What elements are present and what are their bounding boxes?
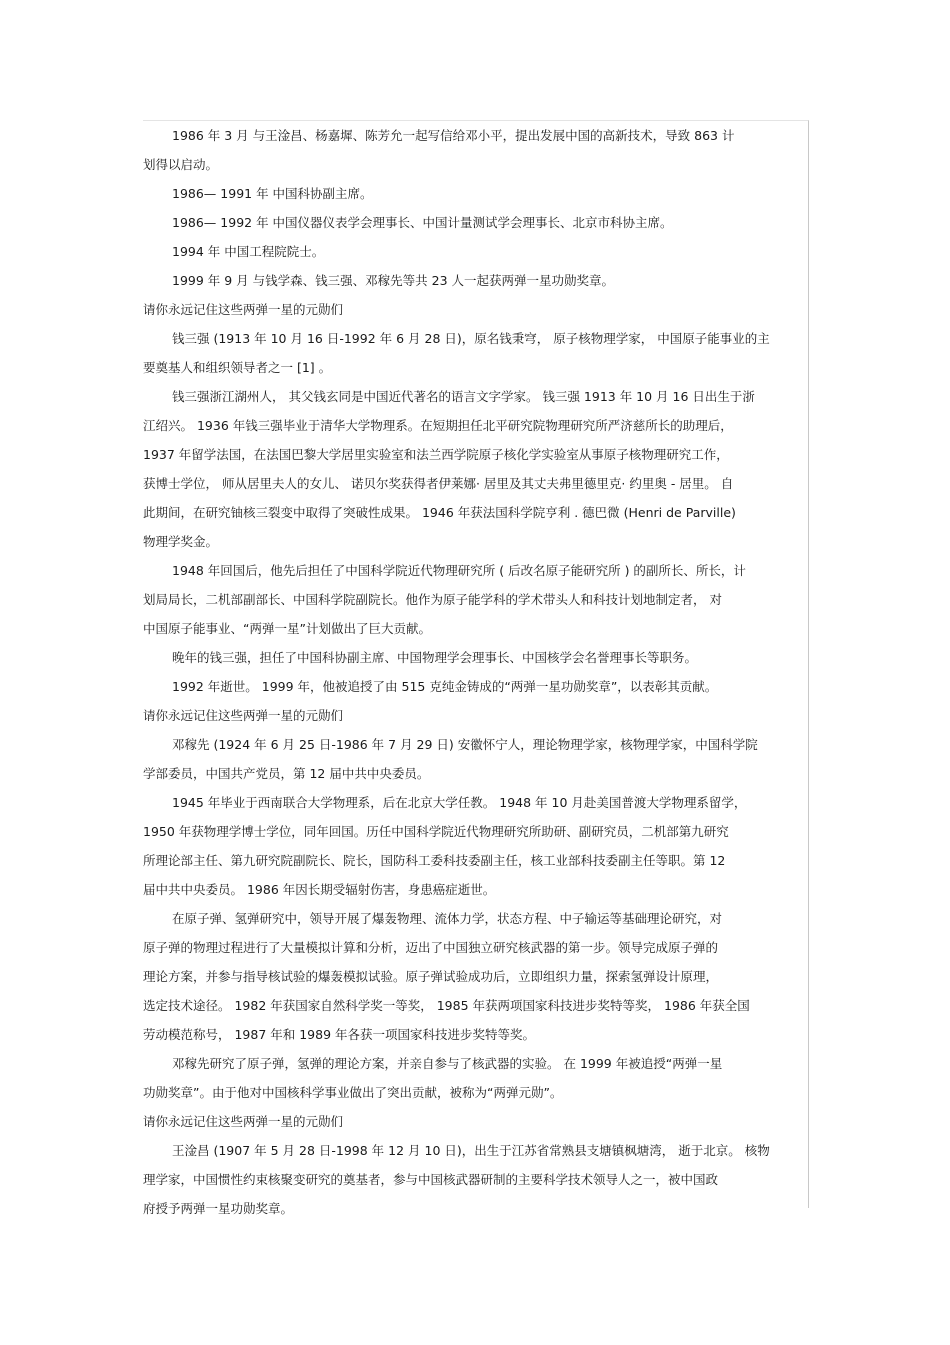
text-line: 1937 年留学法国，在法国巴黎大学居里实验室和法兰西学院原子核化学实验室从事原子核物理研究工作，	[143, 447, 729, 462]
text-line: 1986 年 3 月 与王淦昌、杨嘉墀、陈芳允一起写信给邓小平，提出发展中国的高新技术，导致 863 计	[172, 128, 735, 143]
text-line: 江绍兴。 1936 年钱三强毕业于清华大学物理系。在短期担任北平研究院物理研究所严济慈所长的助理后，	[143, 418, 733, 433]
text-line: 功勋奖章”。由于他对中国核科学事业做出了突出贡献，被称为“两弹元勋”。	[143, 1085, 563, 1100]
text-line: 选定技术途径。 1982 年获国家自然科学奖一等奖， 1985 年获两项国家科技进步奖特等奖， 1986 年获全国	[143, 998, 750, 1013]
text-line: 钱三强 (1913 年 10 月 16 日-1992 年 6 月 28 日)，原名钱秉穹， 原子核物理学家， 中国原子能事业的主	[172, 331, 770, 346]
text-line: 1950 年获物理学博士学位，同年回国。历任中国科学院近代物理研究所助研、副研究员，二机部第九研究	[143, 824, 729, 839]
text-line: 所理论部主任、第九研究院副院长、院长，国防科工委科技委副主任，核工业部科技委副主任等职。第 12	[143, 853, 726, 868]
text-line: 1948 年回国后，他先后担任了中国科学院近代物理研究所 ( 后改名原子能研究所 ) 的副所长、所长，计	[172, 563, 746, 578]
text-line: 中国原子能事业、“两弹一星”计划做出了巨大贡献。	[143, 621, 431, 636]
text-line: 1986— 1991 年 中国科协副主席。	[172, 186, 373, 201]
document-body	[143, 121, 807, 1223]
text-line: 理论方案，并参与指导核试验的爆轰模拟试验。原子弹试验成功后，立即组织力量，探索氢弹设计原理，	[143, 969, 719, 984]
text-line: 劳动模范称号， 1987 年和 1989 年各获一项国家科技进步奖特等奖。	[143, 1027, 536, 1042]
text-line: 届中共中央委员。 1986 年因长期受辐射伤害，身患癌症逝世。	[143, 882, 496, 897]
text-line: 府授予两弹一星功勋奖章。	[143, 1201, 294, 1216]
text-line: 1945 年毕业于西南联合大学物理系，后在北京大学任教。 1948 年 10 月赴美国普渡大学物理系留学，	[172, 795, 747, 810]
text-line: 理学家，中国惯性约束核聚变研究的奠基者，参与中国核武器研制的主要科学技术领导人之一，被中国政	[143, 1172, 719, 1187]
text-line: 物理学奖金。	[143, 534, 219, 549]
text-line: 邓稼先 (1924 年 6 月 25 日-1986 年 7 月 29 日) 安徽怀宁人，理论物理学家，核物理学家，中国科学院	[172, 737, 758, 752]
text-line: 1999 年 9 月 与钱学森、钱三强、邓稼先等共 23 人一起获两弹一星功勋奖章。	[172, 273, 615, 288]
text-line: 划得以启动。	[143, 157, 219, 172]
text-line: 1992 年逝世。 1999 年，他被追授了由 515 克纯金铸成的“两弹一星功勋奖章”，以表彰其贡献。	[172, 679, 718, 694]
text-line: 要奠基人和组织领导者之一 [1] 。	[143, 360, 332, 375]
text-line: 请你永远记住这些两弹一星的元勋们	[143, 302, 344, 317]
text-line: 1994 年 中国工程院院士。	[172, 244, 325, 259]
text-line: 划局局长，二机部副部长、中国科学院副院长。他作为原子能学科的学术带头人和科技计划地制定者， 对	[143, 592, 722, 607]
text-line: 晚年的钱三强，担任了中国科协副主席、中国物理学会理事长、中国核学会名誉理事长等职务。	[172, 650, 698, 665]
text-line: 在原子弹、氢弹研究中，领导开展了爆轰物理、流体力学，状态方程、中子输运等基础理论研究，对	[172, 911, 723, 926]
text-line: 邓稼先研究了原子弹，氢弹的理论方案，并亲自参与了核武器的实验。 在 1999 年被追授“两弹一星	[172, 1056, 723, 1071]
text-line: 1986— 1992 年 中国仪器仪表学会理事长、中国计量测试学会理事长、北京市科协主席。	[172, 215, 673, 230]
text-line: 请你永远记住这些两弹一星的元勋们	[143, 1114, 344, 1129]
text-line: 获博士学位， 师从居里夫人的女儿、 诺贝尔奖获得者伊莱娜· 居里及其丈夫弗里德里克· 约里奥 - 居里。 自	[143, 476, 734, 491]
text-line: 此期间，在研究铀核三裂变中取得了突破性成果。 1946 年获法国科学院亨利 . 德巴微 (Henri de Parville)	[143, 505, 736, 520]
text-line: 学部委员，中国共产党员，第 12 届中共中央委员。	[143, 766, 430, 781]
text-line: 请你永远记住这些两弹一星的元勋们	[143, 708, 344, 723]
text-line: 钱三强浙江湖州人， 其父钱玄同是中国近代著名的语言文字学家。 钱三强 1913 年 10 月 16 日出生于浙	[172, 389, 755, 404]
text-line: 王淦昌 (1907 年 5 月 28 日-1998 年 12 月 10 日)，出生于江苏省常熟县支塘镇枫塘湾， 逝于北京。 核物	[172, 1143, 770, 1158]
text-line: 原子弹的物理过程进行了大量模拟计算和分析，迈出了中国独立研究核武器的第一步。领导完成原子弹的	[143, 940, 719, 955]
